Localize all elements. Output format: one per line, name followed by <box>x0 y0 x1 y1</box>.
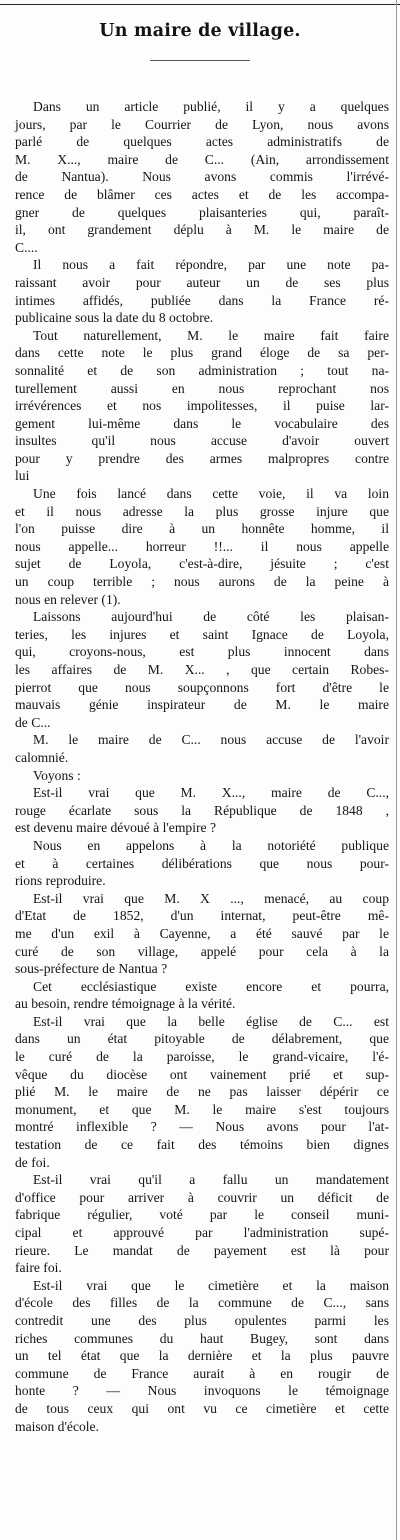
text-line: rouge écarlate sous la République de 1848 , <box>15 802 389 818</box>
text-line: Tout naturellement, M. le maire fait faire <box>33 327 389 343</box>
article-paragraph <box>15 327 389 485</box>
text-line: d'office pour arriver à couvrir un déficit de <box>15 1189 389 1205</box>
text-line: fabrique régulier, voté par le conseil muni- <box>15 1207 389 1223</box>
article-body <box>15 98 389 1435</box>
text-line: turellement aussi en nous reprochant nos <box>15 380 389 396</box>
text-line: cipal et approuvé par l'administration supé- <box>15 1225 389 1240</box>
text-line: Est-il vrai qu'il a fallu un mandatement <box>33 1172 389 1188</box>
article-paragraph <box>15 608 389 731</box>
article-paragraph <box>15 256 389 326</box>
text-line: M. le maire de C... nous accuse de l'avoir <box>33 732 389 748</box>
text-line: gement lui-même dans le vocabulaire des <box>15 415 389 431</box>
text-line: honte ? — Nous invoquons le témoignage <box>15 1383 389 1399</box>
article-paragraph <box>15 767 389 785</box>
text-line: dans un état pitoyable de délabrement, que <box>15 1031 389 1047</box>
text-line: sous-préfecture de Nantua ? <box>15 961 168 977</box>
text-line: curé de son village, appelé pour cela à la <box>15 943 389 959</box>
text-line: parlé de quelques actes administratifs de <box>15 134 389 150</box>
text-line: le curé de la paroisse, le grand-vicaire, l'é- <box>15 1049 389 1065</box>
text-line: testation de ce fait des témoins bien dignes <box>15 1137 389 1153</box>
text-line: au besoin, rendre témoignage à la vérité. <box>15 996 236 1012</box>
text-line: M. X..., maire de C... (Ain, arrondissement <box>15 151 389 167</box>
text-line: pour y prendre des armes malpropres contre <box>15 450 389 466</box>
text-line: de foi. <box>15 1154 50 1170</box>
text-line: me d'un exil à Cayenne, a été sauvé par le <box>15 925 389 941</box>
article-paragraph <box>15 731 389 766</box>
text-line: rions reproduire. <box>15 873 106 889</box>
text-line: l'on puisse dire à un honnête homme, il <box>15 521 389 537</box>
text-line: et à certaines délibérations que nous pour- <box>15 855 389 871</box>
text-line: un tel état que la dernière et la plus pauvre <box>15 1348 389 1364</box>
text-line: d'école des filles de la commune de C..., sans <box>15 1295 389 1311</box>
text-line: et il nous adresse la plus grosse injure que <box>15 503 389 519</box>
text-line: il, ont grandement déplu à M. le maire de <box>15 222 389 238</box>
text-line: de tous ceux qui ont vu ce cimetière et cette <box>15 1400 389 1416</box>
text-line: qui, croyons-nous, est plus innocent dans <box>15 644 389 660</box>
text-line: montré inflexible ? — Nous avons pour l'at- <box>15 1119 389 1135</box>
text-line: Nous en appelons à la notoriété publique <box>33 837 389 853</box>
text-line: Dans un article publié, il y a quelques <box>33 99 389 114</box>
text-line: Il nous a fait répondre, par une note pa- <box>33 257 389 273</box>
text-line: un coup terrible ; nous aurons de la peine à <box>15 574 389 590</box>
text-line: C.... <box>15 239 38 255</box>
text-line: irrévérences et nos impolitesses, il puise lar- <box>15 398 389 414</box>
text-line: Est-il vrai que le cimetière et la maison <box>33 1277 389 1293</box>
text-line: faire foi. <box>15 1260 62 1276</box>
text-line: sonnalité et de son administration ; tout na- <box>15 362 389 378</box>
text-line: rieure. Le mandat de payement est là pour <box>15 1242 389 1258</box>
text-line: d'Etat de 1852, d'un internat, peut-être mê- <box>15 908 389 924</box>
text-line: dans cette note le plus grand éloge de sa per- <box>15 345 389 361</box>
article-paragraph <box>15 890 389 978</box>
text-line: plié M. le maire de ne pas laisser dépérir ce <box>15 1084 389 1100</box>
text-line: Voyons : <box>33 767 81 783</box>
text-line: Est-il vrai que M. X ..., menacé, au coup <box>33 890 389 906</box>
text-line: vêque du diocèse ont vainement prié et sup- <box>15 1066 389 1082</box>
article-paragraph <box>15 784 389 837</box>
text-line: nous en relever (1). <box>15 591 121 607</box>
text-line: insultes qu'il nous accuse d'avoir ouvert <box>15 433 389 449</box>
text-line: Est-il vrai que la belle église de C... est <box>33 1013 389 1029</box>
text-line: rence de blâmer ces actes et de les accompa- <box>15 186 389 202</box>
top-rule <box>0 4 400 5</box>
text-line: Cet ecclésiastique existe encore et pourra, <box>33 978 389 994</box>
article-paragraph <box>15 98 389 256</box>
text-line: Une fois lancé dans cette voie, il va loin <box>33 486 389 502</box>
text-line: jours, par le Courrier de Lyon, nous avons <box>15 116 389 132</box>
article-paragraph <box>15 1171 389 1277</box>
text-line: raissant avoir pour auteur un de ses plus <box>15 274 389 290</box>
text-line: lui <box>15 468 30 484</box>
title-rule <box>150 60 250 61</box>
text-line: est devenu maire dévoué à l'empire ? <box>15 820 216 836</box>
article-paragraph <box>15 1277 389 1435</box>
article-paragraph <box>15 1013 389 1171</box>
text-line: gner de quelques plaisanteries qui, paraît- <box>15 204 389 220</box>
text-line: sujet de Loyola, c'est-à-dire, jésuite ; c'est <box>15 556 389 572</box>
text-line: Est-il vrai que M. X..., maire de C..., <box>33 785 389 801</box>
text-line: commune de France aurait à en rougir de <box>15 1365 389 1381</box>
column-rule <box>396 0 397 1540</box>
text-line: de C... <box>15 714 51 730</box>
text-line: nous appelle... horreur !!... il nous appelle <box>15 538 389 554</box>
article-paragraph <box>15 978 389 1013</box>
article-paragraph <box>15 837 389 890</box>
text-line: teries, les injures et saint Ignace de Loyola, <box>15 626 389 642</box>
text-line: pierrot que nous soupçonnons fort d'être le <box>15 679 389 695</box>
text-line: riches communes du haut Bugey, sont dans <box>15 1330 389 1346</box>
article-paragraph <box>15 485 389 608</box>
article-title: Un maire de village. <box>99 21 301 41</box>
text-line: contredit une des plus opulentes parmi les <box>15 1312 389 1328</box>
text-line: Laissons aujourd'hui de côté les plaisan- <box>33 609 389 625</box>
text-line: intimes affidés, publiée dans la France ré- <box>15 292 389 308</box>
text-line: monument, et que M. le maire s'est toujours <box>15 1101 389 1117</box>
text-line: mauvais génie inspirateur de M. le maire <box>15 697 389 713</box>
text-line: maison d'école. <box>15 1418 99 1434</box>
text-line: publicaine sous la date du 8 octobre. <box>15 310 214 326</box>
text-line: les affaires de M. X... , que certain Robes- <box>15 662 389 677</box>
text-line: de Nantua). Nous avons commis l'irrévé- <box>15 169 389 185</box>
text-line: calomnié. <box>15 749 69 765</box>
